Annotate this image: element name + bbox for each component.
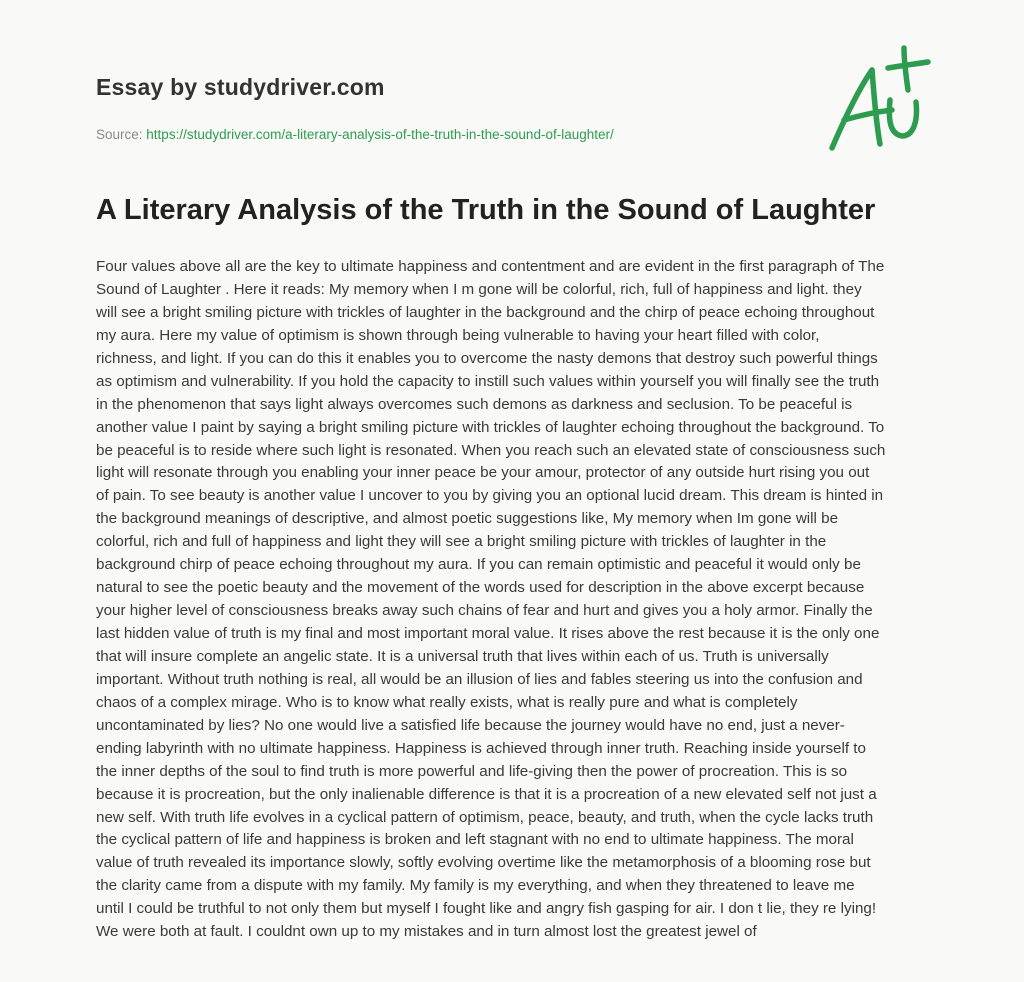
essay-line: We were both at fault. I couldnt own up to my mistakes and in turn almost lost the greatest jewel of [96, 923, 757, 941]
page-header [0, 0, 1024, 180]
essay-line: new self. With truth life evolves in a cyclical pattern of optimism, peace, beauty, and truth, when the cycle lacks truth [96, 808, 874, 826]
essay-line: in the phenomenon that says light always overcomes such demons as darkness and seclusion. To be peaceful is [96, 395, 853, 413]
essay-line: Sound of Laughter . Here it reads: My memory when I m gone will be colorful, rich, full of happiness and light. they [96, 280, 862, 298]
essay-line: uncontaminated by lies? No one would live a satisfied life because the journey would have no end, just a never- [96, 716, 845, 734]
essay-line: background chirp of peace echoing throughout my aura. If you can remain optimistic and peaceful it would only be [96, 556, 861, 574]
essay-line: because it is procreation, but the only inalienable difference is that it is a procreation of a new elevated self not just a [96, 785, 877, 803]
essay-line: until I could be truthful to not only them but myself I fought like and angry fish gasping for air. I don t lie, they re lying! [96, 900, 877, 918]
site-title: Essay by studydriver.com [96, 74, 385, 100]
source-label: Source: [96, 127, 143, 142]
source-link[interactable]: https://studydriver.com/a-literary-analysis-of-the-truth-in-the-sound-of-laughter/ [146, 127, 614, 142]
source-line [96, 127, 614, 142]
essay-line: value of truth revealed its importance slowly, softly evolving overtime like the metamorphosis of a blooming rose but [96, 854, 871, 872]
essay-line: the clarity came from a dispute with my family. My family is my everything, and when they threatened to leave me [96, 877, 855, 895]
a-plus-logo-icon [818, 40, 934, 166]
essay-line: the background meanings of descriptive, and almost poetic suggestions like, My memory when Im gone will be [96, 510, 839, 528]
essay-line: colorful, rich and full of happiness and light they will see a bright smiling picture with trickles of laughter in the [96, 533, 827, 551]
essay-line: will see a bright smiling picture with trickles of laughter in the background and the chirp of peace echoing throughout [96, 303, 875, 321]
essay-line: the cyclical pattern of life and happiness is broken and left stagnant with no end to ultimate happiness. The moral [96, 831, 854, 849]
essay-line: light will resonate through you enabling your inner peace be your amour, protector of any outside hurt rising you out [96, 464, 870, 482]
essay-line: richness, and light. If you can do this it enables you to overcome the nasty demons that destroy such powerful things [96, 349, 878, 367]
essay-line: of pain. To see beauty is another value I uncover to you by giving you an optional lucid dream. This dream is hinted in [96, 487, 884, 505]
essay-line: that will insure complete an angelic state. It is a universal truth that lives within each of us. Truth is universally [96, 647, 829, 665]
essay-body [96, 256, 934, 944]
essay-line: be peaceful is to reside where such light is resonated. When you reach such an elevated state of consciousness such [96, 441, 886, 459]
essay-title: A Literary Analysis of the Truth in the Sound of Laughter [96, 194, 876, 226]
essay-line: my aura. Here my value of optimism is shown through being vulnerable to having your heart filled with color, [96, 326, 820, 344]
essay-line: last hidden value of truth is my final and most important moral value. It rises above the rest because it is the only one [96, 625, 880, 642]
essay-line: chaos of a complex mirage. Who is to know what really exists, what is really pure and what is completely [96, 693, 798, 711]
essay-line: important. Without truth nothing is real, all would be an illusion of lies and fables steering us into the confusion and [96, 670, 863, 688]
essay-line: as optimism and vulnerability. If you hold the capacity to instill such values within yourself you will finally see the truth [96, 372, 880, 390]
essay-line: natural to see the poetic beauty and the movement of the words used for description in the above excerpt because [96, 579, 865, 597]
essay-line: the inner depths of the soul to find truth is more powerful and life-giving then the power of procreation. This is so [96, 762, 848, 780]
essay-line: another value I paint by saying a bright smiling picture with trickles of laughter echoing throughout the background. To [96, 418, 885, 436]
essay-line: Four values above all are the key to ultimate happiness and contentment and are evident in the first paragraph of The [96, 258, 885, 275]
essay-line: your higher level of consciousness breaks away such chains of fear and hurt and gives you a holy armor. Finally the [96, 602, 873, 620]
essay-line: ending labyrinth with no ultimate happiness. Happiness is achieved through inner truth. Reaching inside yourself to [96, 739, 866, 757]
